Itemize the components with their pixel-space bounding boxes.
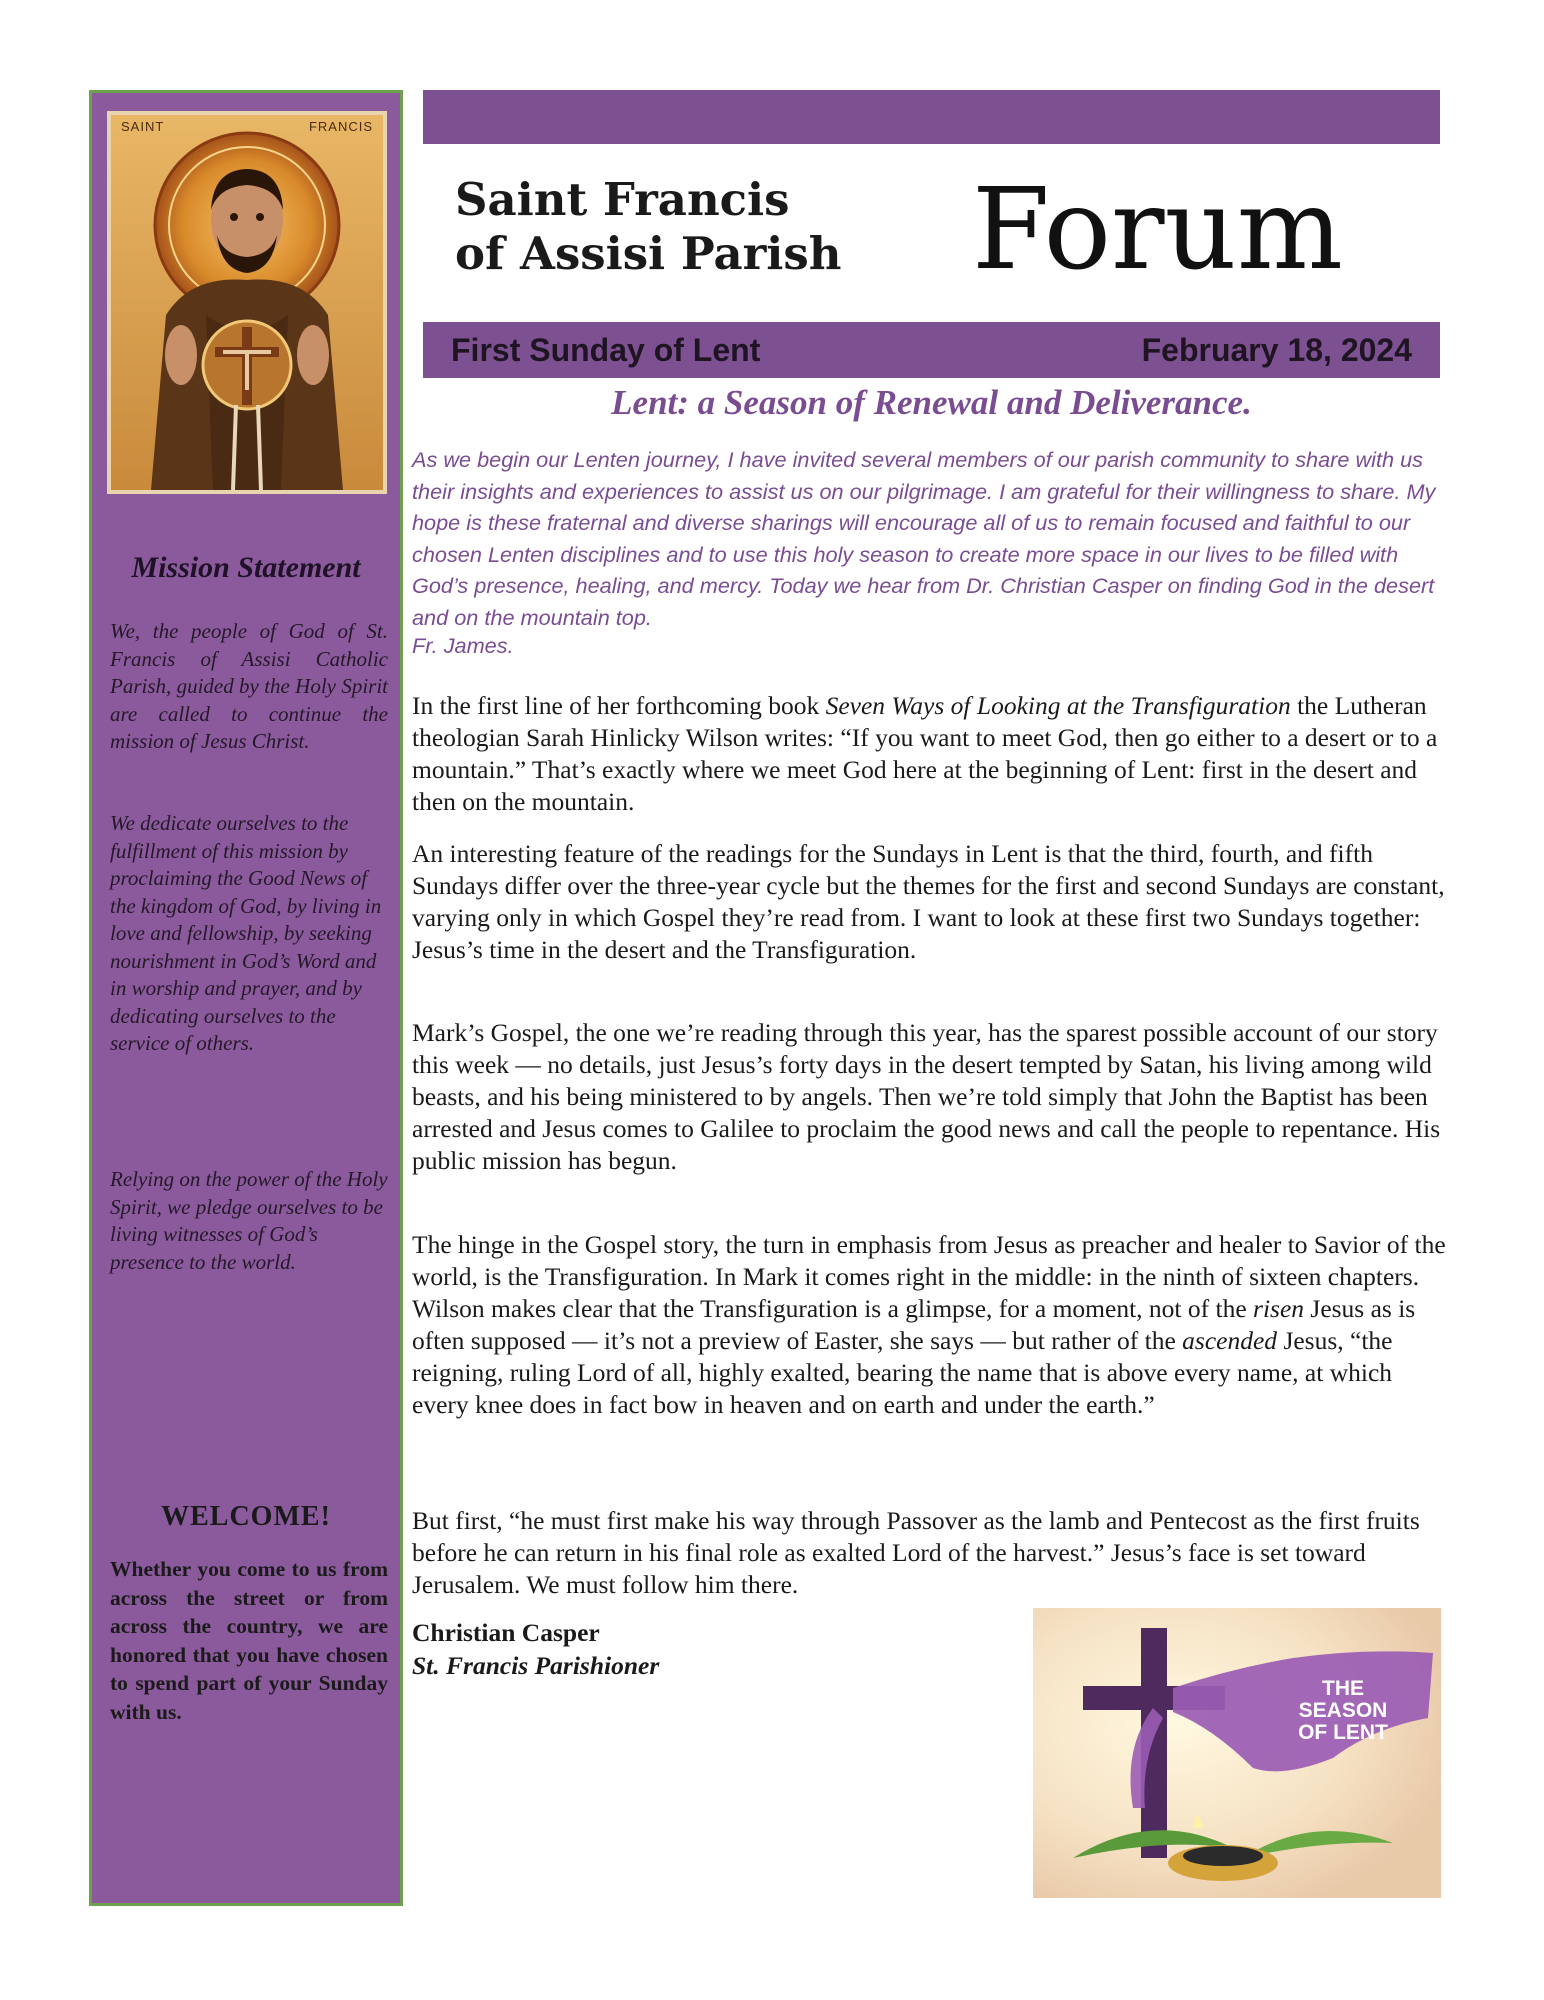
body-paragraph-4	[412, 1229, 1452, 1421]
article-intro: As we begin our Lenten journey, I have invited several members of our parish community to share with us their insights and experiences to assist us on our pilgrimage. I am grateful for their willingness to share. My hope is these fraternal and diverse sharings will encourage all of us to remain focused and faithful to our chosen Lenten disciplines and to use this holy season to create more space in our lives to be filled with God’s presence, healing, and mercy. Today we hear from Dr. Christian Casper on finding God in the desert and on the mountain top.	[412, 447, 1436, 630]
saint-francis-icon-image	[107, 111, 387, 494]
lent-cross-illustration	[1033, 1608, 1441, 1898]
body-paragraph-2: An interesting feature of the readings for the Sundays in Lent is that the third, fourth, and fifth Sundays differ over the three-year cycle but the themes for the first and second Sundays are constant, varying only in which Gospel they’re read from. I want to look at these first two Sundays together: Jesus’s time in the desert and the Transfiguration.	[412, 839, 1445, 964]
p4-risen: risen	[1253, 1294, 1305, 1323]
p4-text-a: The hinge in the Gospel story, the turn in emphasis from Jesus as preacher and healer to Savior of the world, is the Transfiguration. In Mark it comes right in the middle: in the ninth of sixteen chapters. Wilson makes clear that the Transfiguration is a glimpse, for a moment, not of the	[412, 1230, 1446, 1323]
icon-label-left: SAINT	[121, 119, 165, 134]
p1-text-b: the Lutheran theologian Sarah Hinlicky Wilson writes: “If you want to meet God, then go either to a desert or to a mountain.” That’s exactly where we meet God here at the beginning of Lent: first in the desert and then on the mountain.	[412, 691, 1438, 816]
issue-bar	[423, 322, 1440, 378]
p4-text-b: Jesus as is often supposed — it’s not a preview of Easter, she says — but rather of the	[412, 1294, 1416, 1355]
season-of-lent-image	[1033, 1608, 1441, 1898]
p4-text-c: Jesus, “the reigning, ruling Lord of all, highly exalted, bearing the name that is above every name, at which every knee does in fact bow in heaven and on earth and under the earth.”	[412, 1326, 1393, 1419]
newsletter-title: Forum	[972, 165, 1343, 295]
saint-francis-illustration	[111, 115, 383, 490]
p1-text-a: In the first line of her forthcoming book	[412, 691, 826, 720]
welcome-text: Whether you come to us from across the street or from across the country, we are honored that you have chosen to spend part of your Sunday with us.	[110, 1557, 388, 1724]
lent-image-caption: THE SEASON OF LENT	[1298, 1677, 1388, 1744]
welcome-title: WELCOME!	[161, 1501, 331, 1532]
sidebar	[89, 90, 403, 1906]
intro-signature: Fr. James.	[412, 633, 514, 658]
p4-ascended: ascended	[1182, 1326, 1278, 1355]
parish-name	[455, 173, 895, 281]
icon-label-right: FRANCIS	[308, 119, 373, 134]
author-role: St. Francis Parishioner	[412, 1651, 660, 1680]
mission-paragraph-2: We dedicate ourselves to the fulfillment of this mission by proclaiming the Good News of the kingdom of God, by living in love and fellowship, by seeking nourishment in God’s Word and in worship and prayer, and by dedicating ourselves to the service of others.	[110, 811, 382, 1055]
parish-name-line2: of Assisi Parish	[455, 227, 842, 280]
issue-date: February 18, 2024	[1141, 332, 1412, 368]
author-name: Christian Casper	[412, 1618, 600, 1647]
issue-name: First Sunday of Lent	[451, 332, 761, 368]
article-headline: Lent: a Season of Renewal and Deliverance.	[611, 383, 1252, 422]
masthead-top-bar	[423, 90, 1440, 144]
body-paragraph-5: But first, “he must first make his way through Passover as the lamb and Pentecost as the first fruits before he can return in his final role as exalted Lord of the harvest.” Jesus’s face is set toward Jerusalem. We must follow him there.	[412, 1506, 1420, 1599]
mission-paragraph-3: Relying on the power of the Holy Spirit, we pledge ourselves to be living witnesses of God’s presence to the world.	[110, 1167, 388, 1274]
body-paragraph-3: Mark’s Gospel, the one we’re reading through this year, has the sparest possible account of our story this week — no details, just Jesus’s forty days in the desert tempted by Satan, his living among wild beasts, and his being ministered to by angels. Then we’re told simply that John the Baptist has been arrested and Jesus comes to Galilee to proclaim the good news and call the people to repentance. His public mission has begun.	[412, 1018, 1441, 1175]
parish-name-line1: Saint Francis	[455, 173, 790, 226]
body-paragraph-1	[412, 690, 1452, 818]
mission-paragraph-1: We, the people of God of St. Francis of Assisi Catholic Parish, guided by the Holy Spirit are called to continue the mission of Jesus Christ.	[110, 619, 388, 753]
book-title: Seven Ways of Looking at the Transfiguration	[825, 691, 1291, 720]
mission-statement-title: Mission Statement	[131, 551, 361, 584]
